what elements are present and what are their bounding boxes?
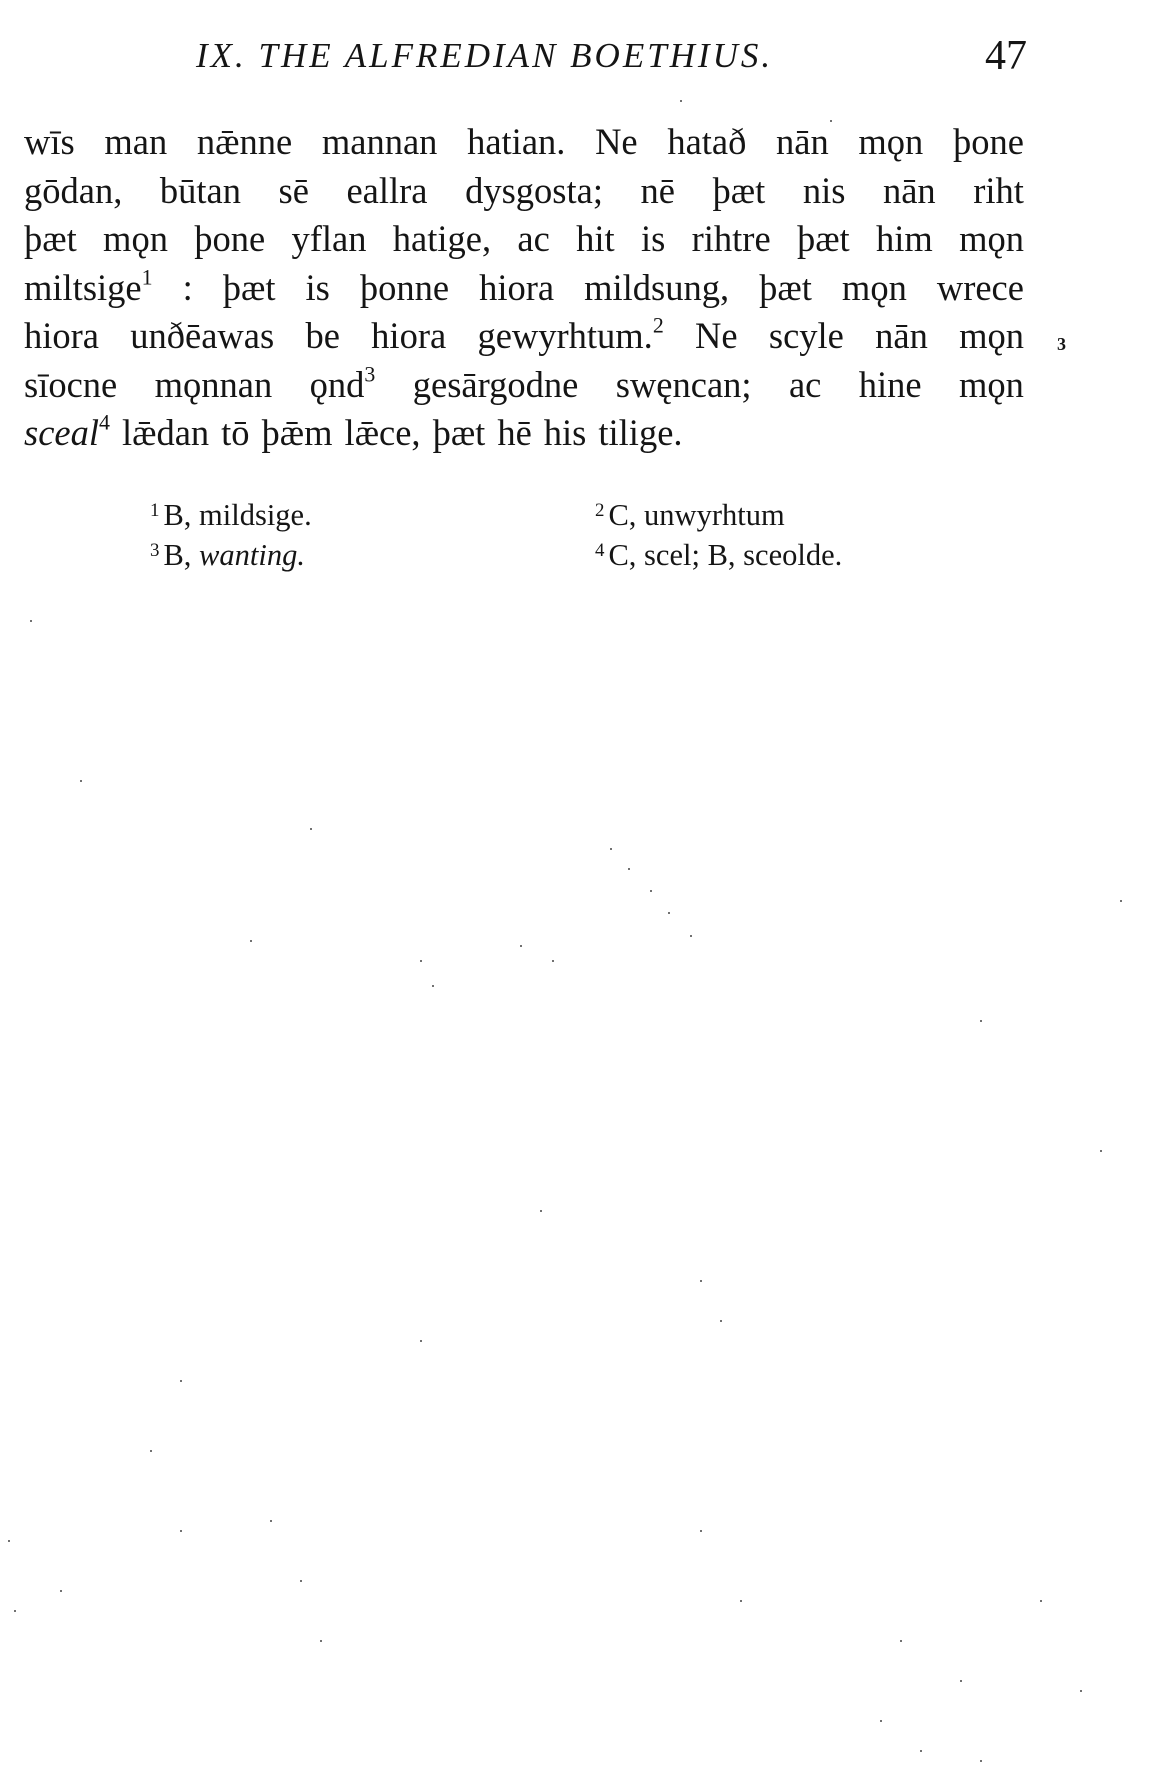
speck <box>150 1450 152 1452</box>
speck <box>1040 1600 1042 1602</box>
speck <box>250 940 252 942</box>
word: ac <box>788 363 822 405</box>
word: þone <box>194 218 266 259</box>
body-text <box>24 118 1024 458</box>
word: eallra <box>346 169 428 211</box>
word: þæt <box>432 412 486 453</box>
speck <box>1080 1690 1082 1692</box>
speck <box>432 985 434 987</box>
speck <box>270 1520 272 1522</box>
word: : <box>182 266 193 308</box>
speck <box>180 1380 182 1382</box>
speck <box>1100 1150 1102 1152</box>
word: mannan <box>321 121 438 162</box>
word: yflan <box>291 218 367 259</box>
speck <box>920 1750 922 1752</box>
speck <box>1120 900 1122 902</box>
word: þæt <box>712 169 766 211</box>
word: hatige, <box>392 218 492 259</box>
word: hatian. <box>467 121 566 162</box>
word: þæt <box>796 218 850 259</box>
word: gesārgodne <box>412 363 579 405</box>
word: him <box>876 218 933 259</box>
word: nǣnne <box>196 121 293 162</box>
word: þæt <box>222 266 276 308</box>
running-title: IX. THE ALFREDIAN BOETHIUS. <box>196 36 774 75</box>
word: hine <box>858 363 922 405</box>
footnote-number: 4 <box>595 539 605 561</box>
word: þæt <box>759 266 812 308</box>
word: būtan <box>159 169 241 211</box>
text-line <box>24 361 1024 410</box>
word: unðēawas <box>130 315 275 356</box>
speck <box>628 868 630 870</box>
word: þonne <box>359 266 450 308</box>
word: þǣm <box>261 412 333 453</box>
speck <box>650 890 652 892</box>
word: hiora <box>24 315 99 356</box>
page-number: 47 <box>985 33 1027 79</box>
speck <box>60 1590 62 1592</box>
speck <box>900 1640 902 1642</box>
word: mǫn <box>959 218 1024 259</box>
word: lǣdan <box>121 412 210 453</box>
speck <box>740 1600 742 1602</box>
footnote-3 <box>150 538 305 573</box>
word: nān <box>875 315 928 356</box>
footnote-text: B, mildsige. <box>163 498 312 532</box>
speck <box>30 620 32 622</box>
word: hatað <box>667 121 747 162</box>
speck <box>700 1280 702 1282</box>
speck <box>680 100 682 102</box>
speck <box>668 912 670 914</box>
speck <box>830 120 832 122</box>
word: man <box>104 121 168 162</box>
footnote-ref: 2 <box>652 312 664 338</box>
speck <box>420 1340 422 1342</box>
word: gewyrhtum.$^2$ <box>477 312 664 356</box>
word: miltsige$^1$ <box>24 264 153 308</box>
word: nē <box>640 169 675 211</box>
word: ǫnd$^3$ <box>309 361 376 405</box>
word: be <box>305 315 340 356</box>
text-line <box>24 215 1024 264</box>
speck <box>690 935 692 937</box>
word: nān <box>776 121 829 162</box>
word: þæt <box>24 218 77 259</box>
word: dysgosta; <box>465 169 603 211</box>
speck <box>700 1530 702 1532</box>
margin-mark: 3 <box>1057 334 1066 354</box>
word: sceal$^4$ <box>24 409 110 453</box>
text-line <box>24 167 1024 216</box>
speck <box>14 1610 16 1612</box>
word: sē <box>278 169 309 211</box>
footnote-2 <box>595 498 785 533</box>
speck <box>320 1640 322 1642</box>
text-line <box>24 118 1024 167</box>
word: nis <box>802 169 846 211</box>
word: rihtre <box>691 218 771 259</box>
word: mǫn <box>841 266 907 308</box>
speck <box>980 1020 982 1022</box>
footnote-text: C, scel; B, sceolde. <box>608 538 843 572</box>
word: tilige. <box>598 412 683 453</box>
word: nān <box>882 169 936 211</box>
footnote-prefix: B, <box>163 538 200 572</box>
speck <box>552 960 554 962</box>
footnote-number: 3 <box>150 539 160 561</box>
word: mǫn <box>103 218 168 259</box>
speck <box>960 1680 962 1682</box>
word: mǫnnan <box>154 363 273 405</box>
word: hiora <box>371 315 447 356</box>
speck <box>540 1210 542 1212</box>
word: hē <box>497 412 532 453</box>
speck <box>180 1530 182 1532</box>
footnote-text: C, unwyrhtum <box>608 498 785 532</box>
word: ac <box>517 218 550 259</box>
speck <box>310 828 312 830</box>
word: swęncan; <box>615 363 752 405</box>
footnote-number: 1 <box>150 499 160 521</box>
speck <box>980 1760 982 1762</box>
footnote-4 <box>595 538 842 573</box>
footnote-1 <box>150 498 312 533</box>
word: mǫn <box>858 121 924 162</box>
word: mǫn <box>959 315 1024 356</box>
speck <box>520 945 522 947</box>
footnote-text: wanting. <box>199 538 305 572</box>
speck <box>300 1580 302 1582</box>
speck <box>80 780 82 782</box>
word: is <box>305 266 330 308</box>
word: gōdan, <box>24 169 123 211</box>
word: mǫn <box>959 363 1024 405</box>
word: lǣce, <box>344 412 421 453</box>
footnote-ref: 1 <box>141 264 153 290</box>
word: þone <box>952 121 1024 162</box>
footnotes <box>0 498 1158 578</box>
speck <box>420 960 422 962</box>
word: sīocne <box>24 363 118 405</box>
text-line <box>24 264 1024 313</box>
text-line <box>24 312 1024 361</box>
word: his <box>543 412 587 453</box>
word: tō <box>221 412 250 453</box>
word: is <box>640 218 666 259</box>
word: hit <box>576 218 615 259</box>
word: mildsung, <box>584 266 730 308</box>
speck <box>8 1540 10 1542</box>
running-head <box>0 28 1158 88</box>
speck <box>880 1720 882 1722</box>
footnote-number: 2 <box>595 499 605 521</box>
text-line <box>24 409 1024 458</box>
word: Ne <box>595 121 638 162</box>
word: scyle <box>768 315 844 356</box>
word: wīs <box>24 121 75 162</box>
word: riht <box>973 169 1024 211</box>
word: hiora <box>479 266 555 308</box>
footnote-ref: 4 <box>99 409 110 435</box>
speck <box>720 1320 722 1322</box>
footnote-ref: 3 <box>364 361 376 387</box>
word: Ne <box>695 315 738 356</box>
word: wrece <box>936 266 1024 308</box>
speck <box>610 848 612 850</box>
